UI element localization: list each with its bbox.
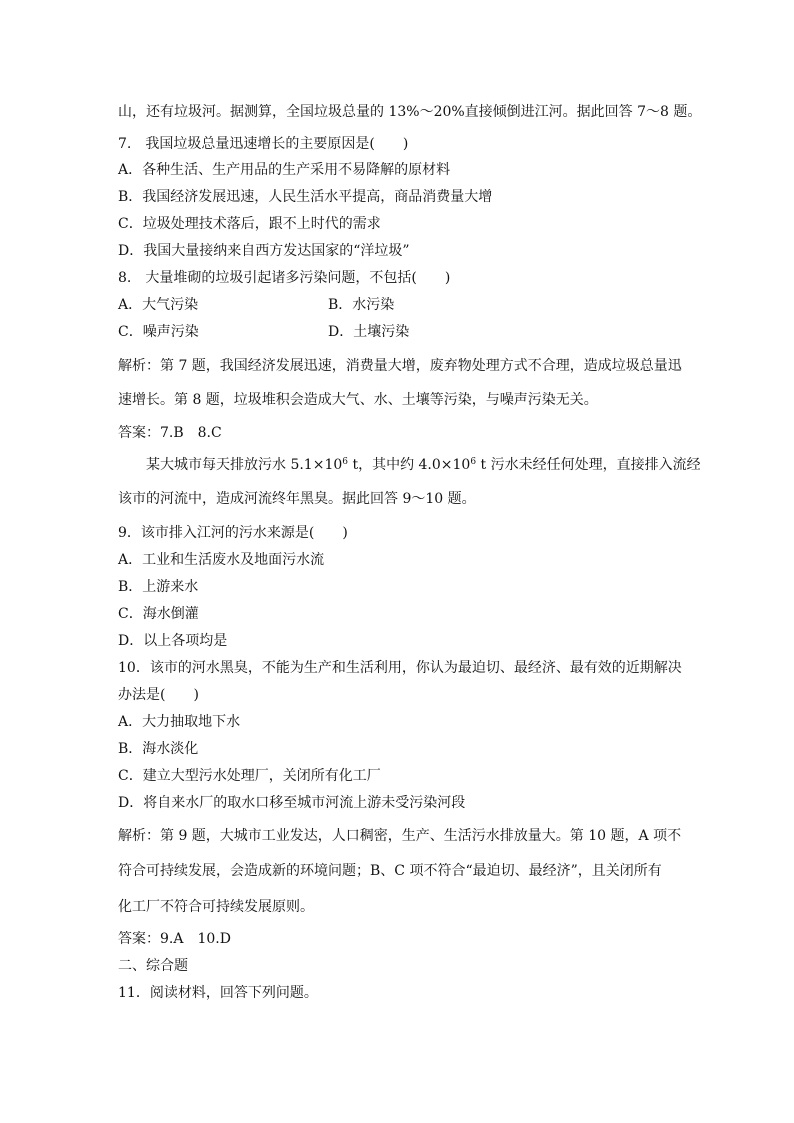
- question-9-stem: 9．该市排入江河的污水来源是( ): [118, 525, 348, 541]
- question-9-option-b: B．上游来水: [118, 579, 199, 595]
- question-8-options-row-1: [118, 295, 678, 315]
- analysis-7-8-line-1: 解析：第 7 题，我国经济发展迅速，消费量大增，废弃物处理方式不合理，造成垃圾总量迅: [118, 358, 682, 374]
- question-10-option-d: D．将自来水厂的取水口移至城市河流上游未受污染河段: [118, 795, 466, 811]
- material-9-10-line-1: 某大城市每天排放污水 $5.1\times 10^6$ t，其中约 $4.0\times 10^6$ t 污水未经任何处理，直接排入流经: [146, 457, 701, 473]
- section-heading: 二、综合题: [118, 958, 188, 974]
- question-8-stem: 8. 大量堆砌的垃圾引起诸多污染问题，不包括( ): [118, 270, 451, 286]
- question-8-option-c: C．噪声污染: [118, 324, 199, 340]
- question-8-option-d: D．土壤污染: [328, 324, 410, 340]
- question-8-options-row-2: [118, 322, 678, 342]
- analysis-9-10-line-1: 解析：第 9 题，大城市工业发达，人口稠密，生产、生活污水排放量大。第 10 题，A 项不: [118, 828, 682, 844]
- question-8-option-b: B．水污染: [328, 297, 395, 313]
- question-10-stem-line-1: 10．该市的河水黑臭，不能为生产和生活利用，你认为最迫切、最经济、最有效的近期解决: [118, 660, 682, 676]
- question-10-option-a: A．大力抽取地下水: [118, 714, 241, 730]
- question-9-option-c: C．海水倒灌: [118, 606, 199, 622]
- question-7-option-c: C．垃圾处理技术落后，跟不上时代的需求: [118, 216, 381, 232]
- answer-7-8: 答案：7.B 8.C: [118, 425, 222, 441]
- question-7-option-d: D．我国大量接纳来自西方发达国家的“洋垃圾”: [118, 243, 410, 259]
- question-11-stem: 11．阅读材料，回答下列问题。: [118, 985, 318, 1001]
- analysis-7-8-line-2: 速增长。第 8 题，垃圾堆积会造成大气、水、土壤等污染，与噪声污染无关。: [118, 392, 598, 408]
- question-8-option-a: A．大气污染: [118, 297, 199, 313]
- analysis-9-10-line-2: 符合可持续发展，会造成新的环境问题；B、C 项不符合“最迫切、最经济”，且关闭所有: [118, 863, 662, 879]
- question-9-option-a: A．工业和生活废水及地面污水流: [118, 552, 325, 568]
- question-10-option-c: C．建立大型污水处理厂，关闭所有化工厂: [118, 768, 381, 784]
- analysis-9-10-line-3: 化工厂不符合可持续发展原则。: [118, 899, 314, 915]
- intro-text: 山，还有垃圾河。据测算，全国垃圾总量的 13%～20%直接倾倒进江河。据此回答 7～8 题。: [118, 104, 702, 120]
- answer-9-10: 答案：9.A 10.D: [118, 931, 231, 947]
- question-7-stem: 7. 我国垃圾总量迅速增长的主要原因是( ): [118, 136, 409, 152]
- question-9-option-d: D．以上各项均是: [118, 633, 228, 649]
- material-9-10-line-2: 该市的河流中，造成河流终年黑臭。据此回答 9～10 题。: [118, 491, 476, 507]
- question-10-option-b: B．海水淡化: [118, 741, 199, 757]
- question-7-option-a: A．各种生活、生产用品的生产采用不易降解的原材料: [118, 162, 451, 178]
- question-7-option-b: B．我国经济发展迅速，人民生活水平提高，商品消费量大增: [118, 189, 493, 205]
- question-10-stem-line-2: 办法是( ): [118, 687, 199, 703]
